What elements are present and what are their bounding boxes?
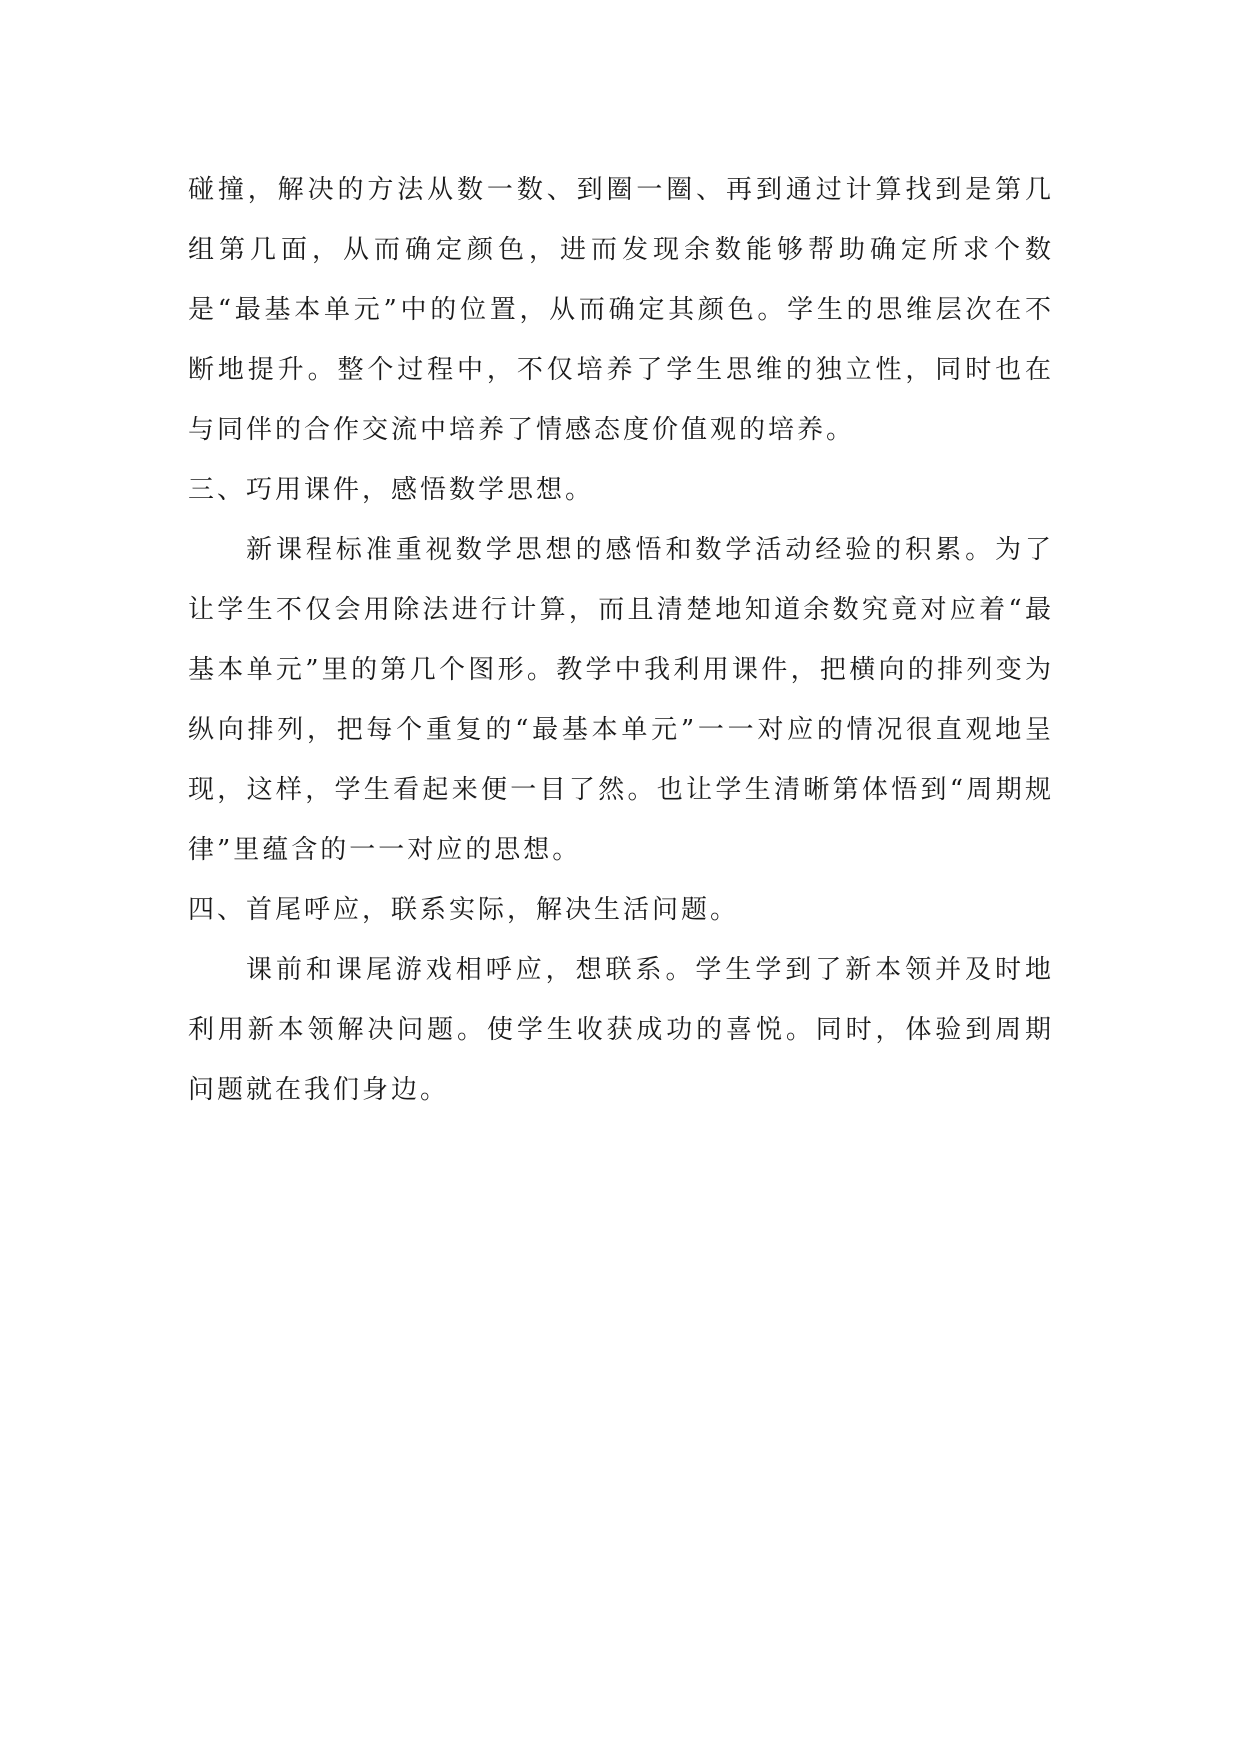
document-body <box>188 160 1054 1120</box>
paragraph-reflection-continuation: 碰撞，解决的方法从数一数、到圈一圈、再到通过计算找到是第几组第几面，从而确定颜色，进而发现余数能够帮助确定所求个数是“最基本单元”中的位置，从而确定其颜色。学生的思维层次在不断地提升。整个过程中，不仅培养了学生思维的独立性，同时也在与同伴的合作交流中培养了情感态度价值观的培养。 <box>188 175 1054 445</box>
section-heading-four: 四、首尾呼应，联系实际，解决生活问题。 <box>188 895 740 925</box>
section-heading-three: 三、巧用课件，感悟数学思想。 <box>188 475 595 505</box>
paragraph-courseware: 新课程标准重视数学思想的感悟和数学活动经验的积累。为了让学生不仅会用除法进行计算，而且清楚地知道余数究竟对应着“最基本单元”里的第几个图形。教学中我利用课件，把横向的排列变为纵向排列，把每个重复的“最基本单元”一一对应的情况很直观地呈现，这样，学生看起来便一目了然。也让学生清晰第体悟到“周期规律”里蕴含的一一对应的思想。 <box>188 535 1054 865</box>
paragraph-real-life: 课前和课尾游戏相呼应，想联系。学生学到了新本领并及时地利用新本领解决问题。使学生收获成功的喜悦。同时，体验到周期问题就在我们身边。 <box>188 955 1054 1105</box>
